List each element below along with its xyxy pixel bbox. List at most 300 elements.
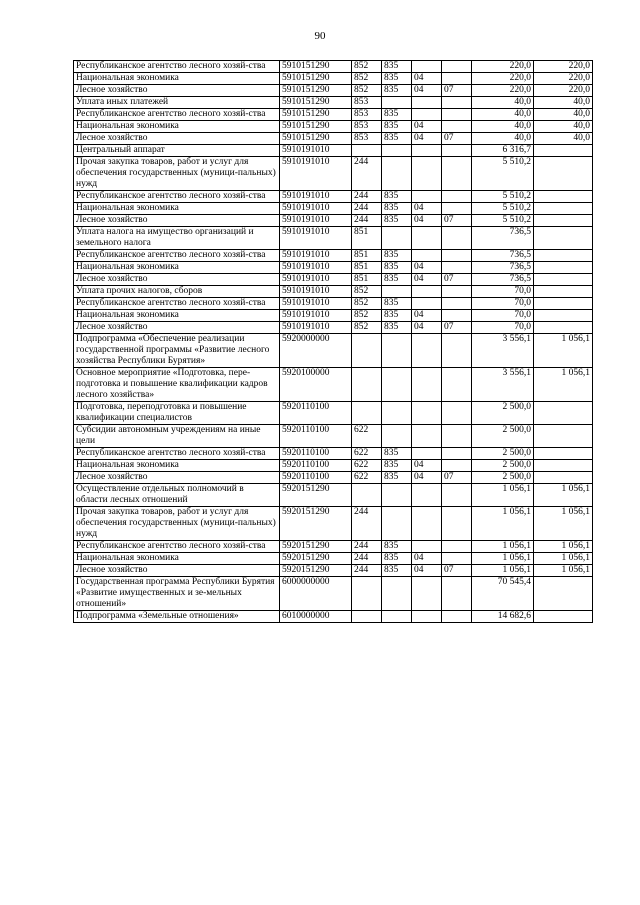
cell-section: 04 (412, 73, 442, 85)
cell-section (412, 448, 442, 460)
cell-sum-total: 40,0 (472, 109, 534, 121)
cell-sum-subvention (534, 425, 593, 448)
cell-sum-total: 220,0 (472, 61, 534, 73)
cell-name: Республиканское агентство лесного хозяй-ства (74, 191, 280, 203)
cell-expense-type (352, 611, 382, 623)
table-row (74, 322, 593, 334)
cell-sum-subvention (534, 298, 593, 310)
cell-subsection (442, 402, 472, 425)
cell-sum-total: 2 500,0 (472, 425, 534, 448)
cell-grbs: 835 (382, 203, 412, 215)
cell-expense-type: 244 (352, 553, 382, 565)
cell-grbs (382, 484, 412, 507)
cell-grbs: 835 (382, 274, 412, 286)
table-row (74, 402, 593, 425)
cell-subsection (442, 145, 472, 157)
cell-target-code: 5910151290 (280, 121, 352, 133)
cell-subsection (442, 97, 472, 109)
cell-grbs (382, 507, 412, 541)
cell-subsection: 07 (442, 215, 472, 227)
table-row (74, 541, 593, 553)
cell-section: 04 (412, 262, 442, 274)
cell-subsection (442, 250, 472, 262)
cell-target-code: 5910191010 (280, 250, 352, 262)
table-row (74, 425, 593, 448)
cell-target-code: 5920151290 (280, 507, 352, 541)
cell-section (412, 109, 442, 121)
cell-target-code: 5910151290 (280, 97, 352, 109)
cell-sum-total: 736,5 (472, 227, 534, 250)
cell-expense-type: 851 (352, 227, 382, 250)
cell-subsection (442, 73, 472, 85)
cell-subsection (442, 310, 472, 322)
cell-sum-subvention: 1 056,1 (534, 565, 593, 577)
cell-sum-total: 40,0 (472, 121, 534, 133)
table-row (74, 109, 593, 121)
table-row (74, 577, 593, 611)
cell-sum-total: 1 056,1 (472, 565, 534, 577)
cell-section (412, 97, 442, 109)
cell-sum-subvention: 1 056,1 (534, 541, 593, 553)
table-row (74, 191, 593, 203)
cell-subsection (442, 484, 472, 507)
cell-section (412, 577, 442, 611)
cell-subsection (442, 191, 472, 203)
cell-subsection (442, 368, 472, 402)
cell-name: Национальная экономика (74, 310, 280, 322)
cell-grbs (382, 577, 412, 611)
cell-expense-type (352, 368, 382, 402)
cell-sum-total: 1 056,1 (472, 541, 534, 553)
cell-expense-type: 622 (352, 425, 382, 448)
cell-section (412, 145, 442, 157)
cell-expense-type (352, 484, 382, 507)
cell-subsection: 07 (442, 565, 472, 577)
page-number: 90 (314, 30, 326, 42)
cell-sum-subvention: 220,0 (534, 61, 593, 73)
table-row (74, 203, 593, 215)
table-row (74, 310, 593, 322)
cell-section (412, 425, 442, 448)
cell-name: Республиканское агентство лесного хозяй-ства (74, 61, 280, 73)
cell-grbs: 835 (382, 61, 412, 73)
budget-table (73, 60, 593, 623)
cell-subsection (442, 334, 472, 368)
cell-name: Подпрограмма «Обеспечение реализации государственной программы «Развитие лесного хозяйства Республики Бурятия» (74, 334, 280, 368)
cell-sum-total: 14 682,6 (472, 611, 534, 623)
cell-grbs: 835 (382, 541, 412, 553)
cell-section (412, 298, 442, 310)
cell-subsection (442, 611, 472, 623)
cell-name: Национальная экономика (74, 553, 280, 565)
table-row (74, 262, 593, 274)
cell-sum-subvention: 40,0 (534, 97, 593, 109)
cell-target-code: 5920151290 (280, 565, 352, 577)
cell-sum-subvention (534, 227, 593, 250)
cell-grbs: 835 (382, 109, 412, 121)
cell-sum-total: 70,0 (472, 286, 534, 298)
cell-grbs (382, 157, 412, 191)
cell-sum-subvention (534, 274, 593, 286)
cell-section: 04 (412, 215, 442, 227)
table-row (74, 298, 593, 310)
cell-target-code: 5910191010 (280, 274, 352, 286)
cell-sum-subvention (534, 157, 593, 191)
cell-name: Уплата прочих налогов, сборов (74, 286, 280, 298)
cell-grbs (382, 368, 412, 402)
cell-subsection (442, 121, 472, 133)
cell-target-code: 5910151290 (280, 109, 352, 121)
cell-subsection (442, 541, 472, 553)
cell-name: Республиканское агентство лесного хозяй-ства (74, 448, 280, 460)
cell-sum-subvention: 1 056,1 (534, 334, 593, 368)
cell-sum-total: 220,0 (472, 85, 534, 97)
cell-section (412, 157, 442, 191)
cell-grbs: 835 (382, 250, 412, 262)
cell-grbs: 835 (382, 191, 412, 203)
cell-subsection: 07 (442, 274, 472, 286)
cell-sum-subvention: 1 056,1 (534, 484, 593, 507)
cell-section: 04 (412, 553, 442, 565)
cell-sum-total: 70,0 (472, 298, 534, 310)
cell-section (412, 227, 442, 250)
cell-subsection (442, 425, 472, 448)
cell-target-code: 5910191010 (280, 145, 352, 157)
cell-subsection (442, 448, 472, 460)
cell-name: Основное мероприятие «Подготовка, пере-подготовка и повышение квалификации кадров лесного хозяйства» (74, 368, 280, 402)
cell-name: Подготовка, переподготовка и повышение квалификации специалистов (74, 402, 280, 425)
table-row (74, 145, 593, 157)
cell-section: 04 (412, 133, 442, 145)
table-row (74, 286, 593, 298)
cell-grbs: 835 (382, 85, 412, 97)
cell-target-code: 5910151290 (280, 133, 352, 145)
cell-expense-type: 244 (352, 541, 382, 553)
cell-target-code: 5920110100 (280, 472, 352, 484)
table-row (74, 133, 593, 145)
cell-sum-subvention (534, 250, 593, 262)
cell-sum-subvention: 1 056,1 (534, 553, 593, 565)
cell-sum-subvention (534, 577, 593, 611)
cell-sum-total: 736,5 (472, 274, 534, 286)
cell-sum-total: 1 056,1 (472, 484, 534, 507)
cell-section: 04 (412, 322, 442, 334)
cell-subsection (442, 553, 472, 565)
cell-grbs: 835 (382, 262, 412, 274)
cell-subsection (442, 157, 472, 191)
cell-target-code: 5920110100 (280, 402, 352, 425)
cell-sum-subvention (534, 262, 593, 274)
cell-sum-total: 736,5 (472, 262, 534, 274)
cell-grbs: 835 (382, 73, 412, 85)
cell-grbs (382, 227, 412, 250)
cell-name: Государственная программа Республики Бурятия «Развитие имущественных и зе-мельных отношений» (74, 577, 280, 611)
cell-expense-type: 853 (352, 109, 382, 121)
cell-name: Уплата налога на имущество организаций и земельного налога (74, 227, 280, 250)
cell-expense-type: 852 (352, 286, 382, 298)
cell-name: Национальная экономика (74, 460, 280, 472)
cell-expense-type: 622 (352, 448, 382, 460)
cell-subsection: 07 (442, 322, 472, 334)
cell-grbs: 835 (382, 121, 412, 133)
cell-expense-type: 622 (352, 460, 382, 472)
cell-target-code: 5920151290 (280, 541, 352, 553)
cell-name: Республиканское агентство лесного хозяй-ства (74, 298, 280, 310)
cell-target-code: 5920151290 (280, 484, 352, 507)
cell-sum-total: 6 316,7 (472, 145, 534, 157)
cell-name: Национальная экономика (74, 121, 280, 133)
cell-grbs (382, 97, 412, 109)
cell-expense-type (352, 402, 382, 425)
cell-target-code: 5910151290 (280, 73, 352, 85)
cell-target-code: 5910191010 (280, 262, 352, 274)
cell-subsection (442, 203, 472, 215)
cell-sum-total: 70,0 (472, 322, 534, 334)
cell-section (412, 191, 442, 203)
cell-target-code: 6000000000 (280, 577, 352, 611)
cell-grbs: 835 (382, 565, 412, 577)
table-row (74, 507, 593, 541)
cell-sum-total: 5 510,2 (472, 191, 534, 203)
cell-subsection (442, 507, 472, 541)
cell-subsection (442, 227, 472, 250)
cell-sum-subvention (534, 145, 593, 157)
table-row (74, 553, 593, 565)
cell-section: 04 (412, 203, 442, 215)
cell-grbs: 835 (382, 460, 412, 472)
cell-expense-type (352, 145, 382, 157)
cell-section: 04 (412, 121, 442, 133)
cell-sum-total: 2 500,0 (472, 448, 534, 460)
cell-grbs: 835 (382, 448, 412, 460)
table-row (74, 61, 593, 73)
cell-target-code: 5920110100 (280, 448, 352, 460)
cell-sum-total: 2 500,0 (472, 402, 534, 425)
cell-sum-subvention (534, 402, 593, 425)
cell-name: Национальная экономика (74, 203, 280, 215)
cell-subsection (442, 61, 472, 73)
cell-name: Центральный аппарат (74, 145, 280, 157)
cell-section (412, 611, 442, 623)
cell-sum-subvention (534, 611, 593, 623)
cell-sum-total: 3 556,1 (472, 334, 534, 368)
cell-name: Уплата иных платежей (74, 97, 280, 109)
table-row (74, 97, 593, 109)
table-row (74, 484, 593, 507)
cell-name: Республиканское агентство лесного хозяй-ства (74, 109, 280, 121)
cell-target-code: 5920110100 (280, 460, 352, 472)
cell-target-code: 5920151290 (280, 553, 352, 565)
table-row (74, 460, 593, 472)
cell-grbs: 835 (382, 553, 412, 565)
cell-subsection: 07 (442, 472, 472, 484)
cell-section: 04 (412, 460, 442, 472)
cell-target-code: 5910191010 (280, 215, 352, 227)
cell-section (412, 484, 442, 507)
cell-grbs: 835 (382, 322, 412, 334)
cell-expense-type: 244 (352, 157, 382, 191)
cell-subsection (442, 577, 472, 611)
cell-target-code: 5910191010 (280, 157, 352, 191)
cell-sum-total: 70 545,4 (472, 577, 534, 611)
table-row (74, 565, 593, 577)
cell-sum-total: 2 500,0 (472, 472, 534, 484)
cell-name: Национальная экономика (74, 262, 280, 274)
cell-sum-total: 5 510,2 (472, 215, 534, 227)
cell-sum-total: 70,0 (472, 310, 534, 322)
cell-target-code: 5920100000 (280, 368, 352, 402)
cell-sum-subvention: 40,0 (534, 109, 593, 121)
cell-expense-type (352, 334, 382, 368)
cell-sum-total: 220,0 (472, 73, 534, 85)
cell-target-code: 5910191010 (280, 298, 352, 310)
cell-grbs (382, 611, 412, 623)
cell-sum-total: 2 500,0 (472, 460, 534, 472)
cell-name: Республиканское агентство лесного хозяй-ства (74, 541, 280, 553)
cell-sum-subvention (534, 322, 593, 334)
cell-name: Лесное хозяйство (74, 472, 280, 484)
cell-sum-total: 5 510,2 (472, 157, 534, 191)
table-row (74, 472, 593, 484)
cell-expense-type: 622 (352, 472, 382, 484)
cell-subsection: 07 (442, 133, 472, 145)
cell-sum-subvention (534, 310, 593, 322)
cell-subsection (442, 286, 472, 298)
cell-sum-total: 40,0 (472, 97, 534, 109)
cell-section (412, 334, 442, 368)
cell-expense-type: 852 (352, 85, 382, 97)
cell-expense-type: 852 (352, 73, 382, 85)
cell-grbs (382, 145, 412, 157)
cell-name: Лесное хозяйство (74, 215, 280, 227)
cell-sum-subvention: 220,0 (534, 85, 593, 97)
cell-name: Лесное хозяйство (74, 565, 280, 577)
cell-name: Лесное хозяйство (74, 274, 280, 286)
cell-expense-type: 853 (352, 97, 382, 109)
cell-section: 04 (412, 274, 442, 286)
table-row (74, 334, 593, 368)
cell-sum-total: 1 056,1 (472, 553, 534, 565)
cell-sum-subvention (534, 286, 593, 298)
cell-section: 04 (412, 472, 442, 484)
cell-expense-type: 852 (352, 61, 382, 73)
cell-section (412, 541, 442, 553)
cell-subsection (442, 262, 472, 274)
cell-expense-type (352, 577, 382, 611)
cell-grbs (382, 334, 412, 368)
cell-section (412, 368, 442, 402)
table-row (74, 121, 593, 133)
cell-target-code: 5910191010 (280, 310, 352, 322)
cell-target-code: 5910191010 (280, 203, 352, 215)
cell-grbs: 835 (382, 472, 412, 484)
cell-target-code: 6010000000 (280, 611, 352, 623)
cell-section (412, 507, 442, 541)
cell-target-code: 5910191010 (280, 286, 352, 298)
cell-expense-type: 851 (352, 274, 382, 286)
cell-expense-type: 244 (352, 565, 382, 577)
cell-name: Субсидии автономным учреждениям на иные цели (74, 425, 280, 448)
cell-name: Осуществление отдельных полномочий в области лесных отношений (74, 484, 280, 507)
cell-sum-subvention (534, 191, 593, 203)
table-row (74, 227, 593, 250)
cell-target-code: 5910151290 (280, 85, 352, 97)
cell-name: Прочая закупка товаров, работ и услуг для обеспечения государственных (муници-пальных) нужд (74, 507, 280, 541)
cell-grbs: 835 (382, 298, 412, 310)
cell-subsection (442, 109, 472, 121)
cell-name: Лесное хозяйство (74, 133, 280, 145)
cell-expense-type: 852 (352, 298, 382, 310)
cell-target-code: 5920000000 (280, 334, 352, 368)
cell-sum-total: 1 056,1 (472, 507, 534, 541)
table-row (74, 368, 593, 402)
cell-grbs (382, 286, 412, 298)
table-row (74, 215, 593, 227)
cell-section: 04 (412, 85, 442, 97)
cell-sum-subvention: 1 056,1 (534, 368, 593, 402)
cell-subsection (442, 298, 472, 310)
table-row (74, 250, 593, 262)
cell-section (412, 61, 442, 73)
cell-expense-type: 853 (352, 133, 382, 145)
cell-name: Лесное хозяйство (74, 322, 280, 334)
cell-subsection (442, 460, 472, 472)
cell-sum-subvention (534, 215, 593, 227)
cell-expense-type: 852 (352, 322, 382, 334)
cell-target-code: 5910191010 (280, 227, 352, 250)
cell-sum-total: 736,5 (472, 250, 534, 262)
cell-target-code: 5920110100 (280, 425, 352, 448)
cell-name: Лесное хозяйство (74, 85, 280, 97)
cell-expense-type: 244 (352, 191, 382, 203)
cell-name: Национальная экономика (74, 73, 280, 85)
cell-section (412, 402, 442, 425)
cell-sum-total: 40,0 (472, 133, 534, 145)
cell-expense-type: 851 (352, 250, 382, 262)
cell-sum-subvention: 40,0 (534, 121, 593, 133)
table-row (74, 73, 593, 85)
cell-sum-subvention: 220,0 (534, 73, 593, 85)
cell-sum-subvention (534, 448, 593, 460)
cell-sum-subvention (534, 460, 593, 472)
cell-grbs (382, 402, 412, 425)
cell-expense-type: 244 (352, 203, 382, 215)
cell-section: 04 (412, 565, 442, 577)
cell-sum-total: 3 556,1 (472, 368, 534, 402)
cell-target-code: 5910191010 (280, 191, 352, 203)
cell-expense-type: 853 (352, 121, 382, 133)
cell-target-code: 5910151290 (280, 61, 352, 73)
cell-subsection: 07 (442, 85, 472, 97)
cell-name: Республиканское агентство лесного хозяй-ства (74, 250, 280, 262)
cell-sum-total: 5 510,2 (472, 203, 534, 215)
cell-section: 04 (412, 310, 442, 322)
cell-sum-subvention (534, 472, 593, 484)
cell-expense-type: 244 (352, 507, 382, 541)
table-row (74, 85, 593, 97)
cell-expense-type: 244 (352, 215, 382, 227)
cell-expense-type: 852 (352, 310, 382, 322)
cell-grbs (382, 425, 412, 448)
cell-target-code: 5910191010 (280, 322, 352, 334)
cell-sum-subvention: 40,0 (534, 133, 593, 145)
cell-section (412, 250, 442, 262)
table-row (74, 157, 593, 191)
table-row (74, 448, 593, 460)
table-row (74, 274, 593, 286)
cell-expense-type: 851 (352, 262, 382, 274)
cell-grbs: 835 (382, 310, 412, 322)
